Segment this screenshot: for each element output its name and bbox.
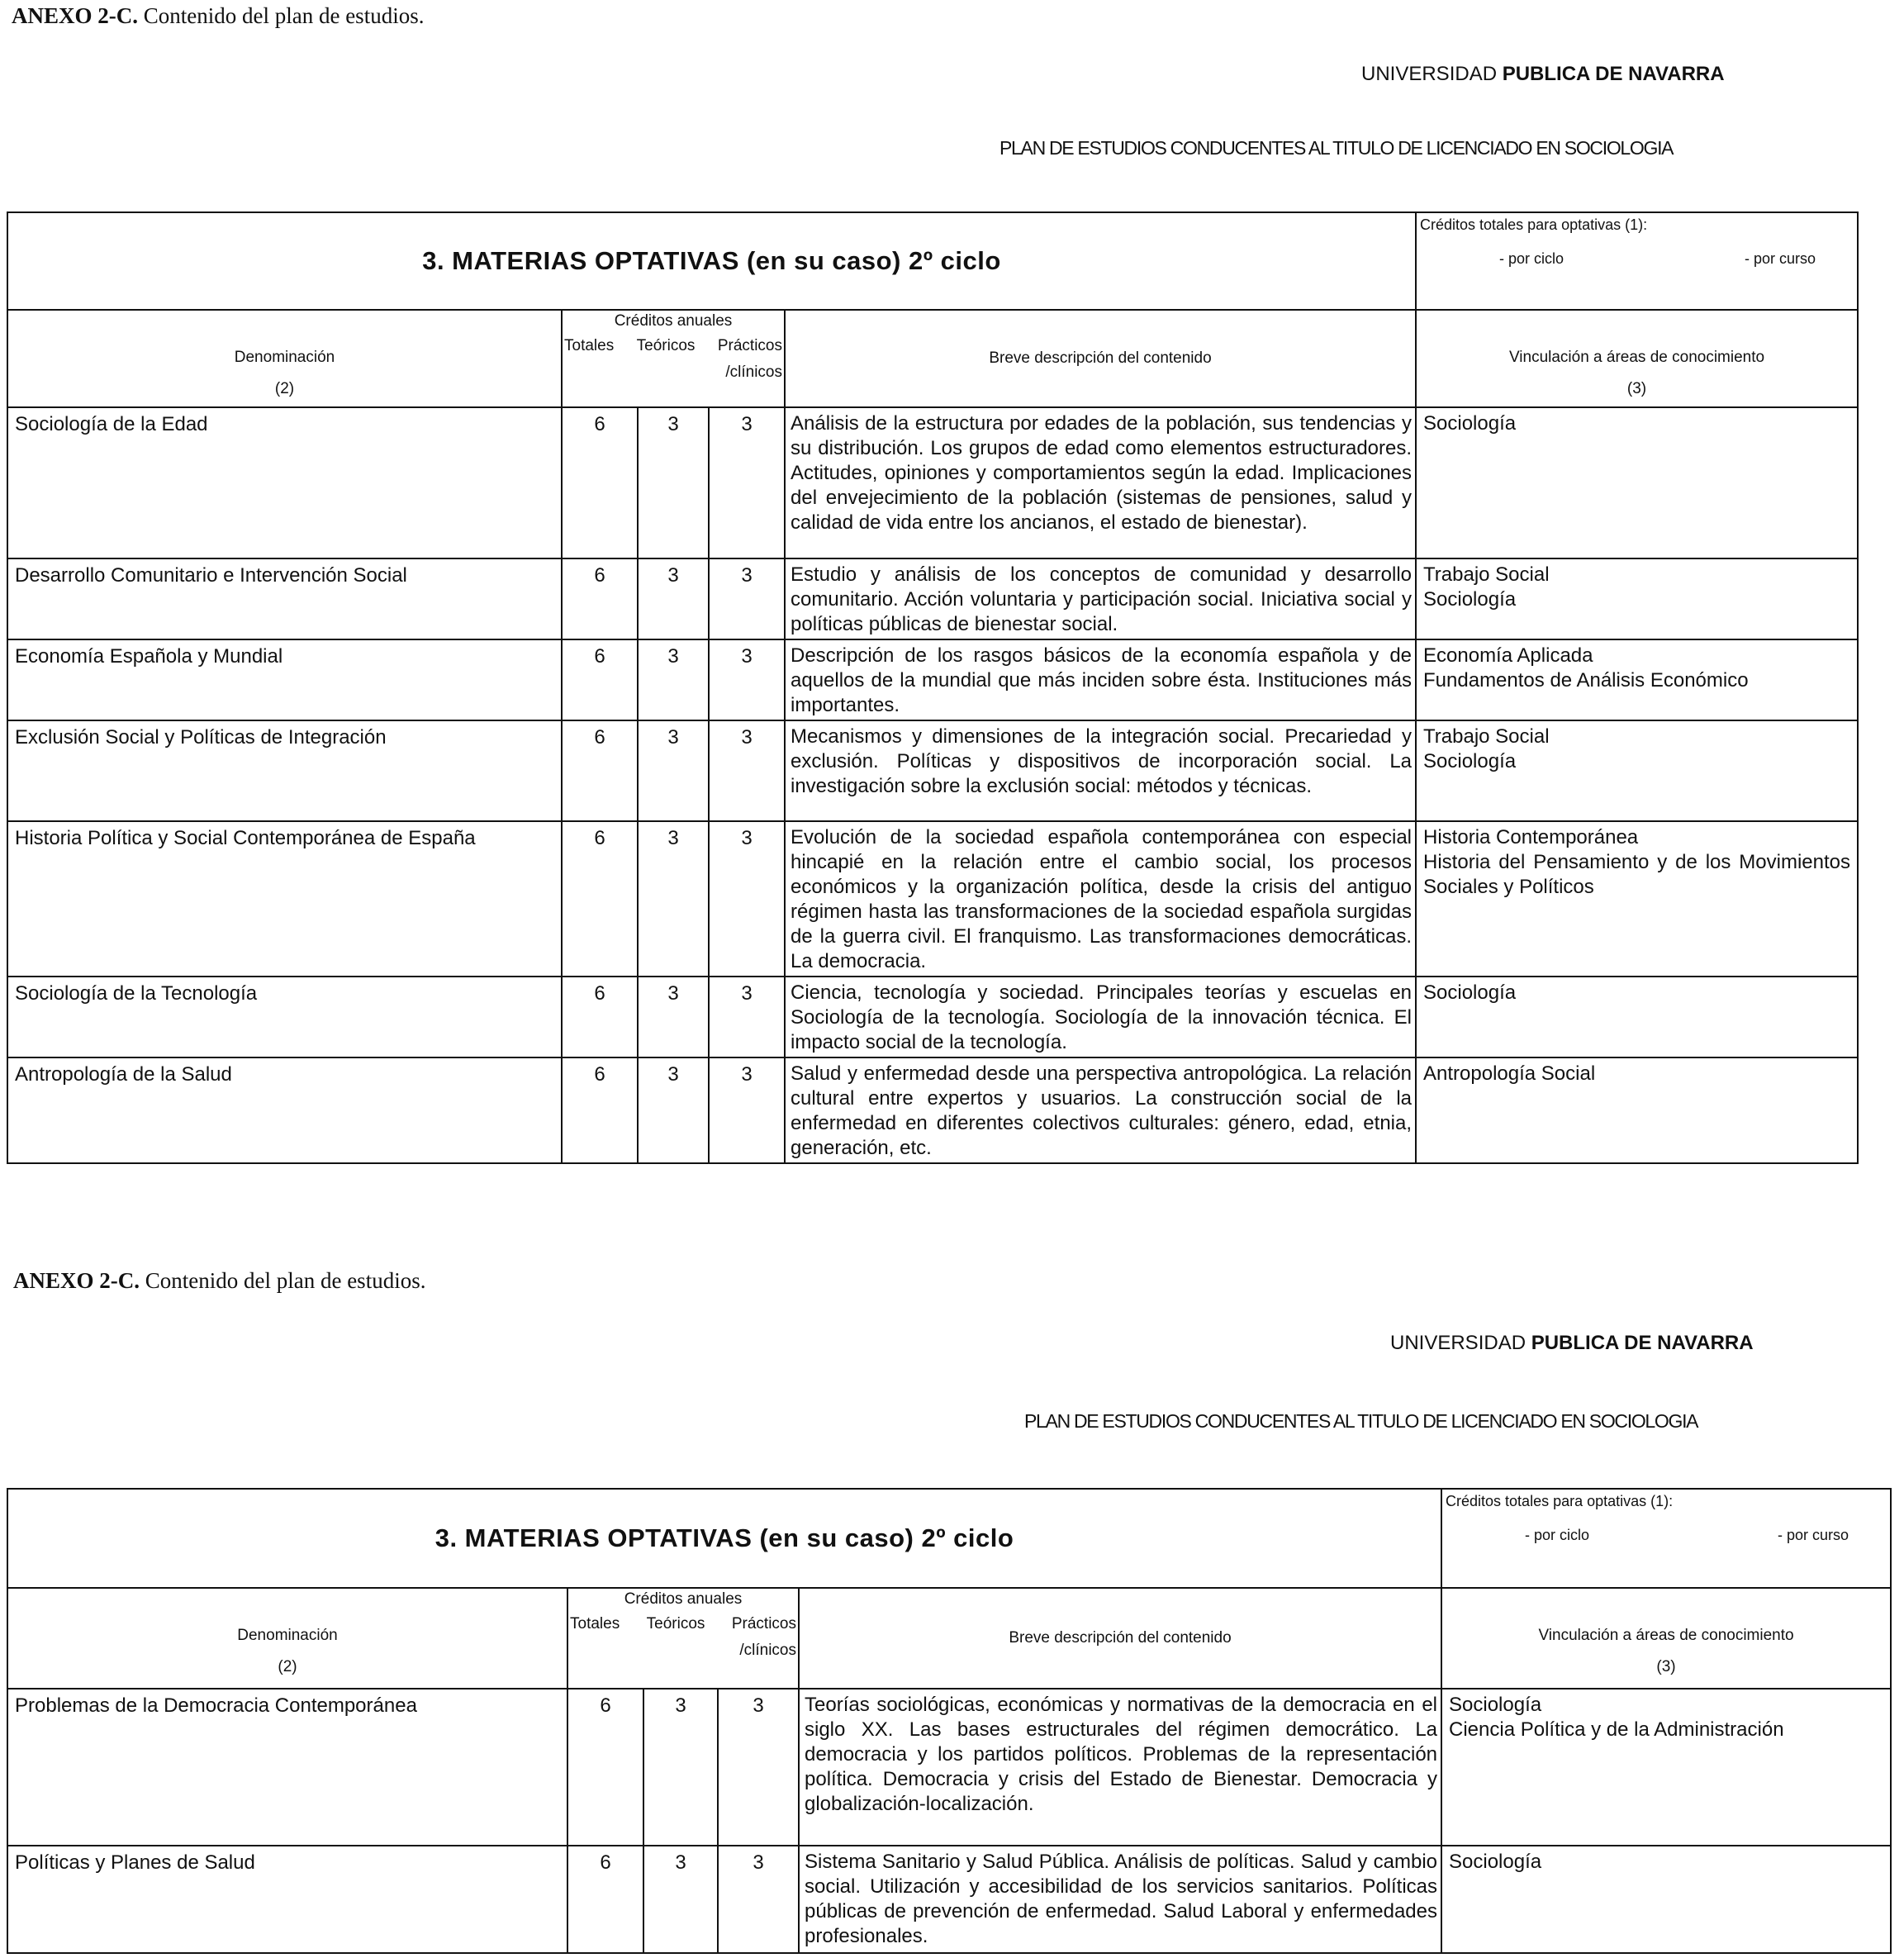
header-creditos-anuales: Créditos anuales Totales Teóricos Prácticos /clínicos (562, 310, 785, 407)
knowledge-area-item: Fundamentos de Análisis Económico (1423, 669, 1749, 691)
subject-description: Ciencia, tecnología y sociedad. Principales teorías y escuelas en Sociología de la tecnología. Sociología de la innovación técnica. El impacto social de la tecnología. (785, 977, 1416, 1057)
knowledge-area-item: Sociología (1423, 588, 1517, 611)
subject-description: Estudio y análisis de los conceptos de comunidad y desarrollo comunitario. Acción voluntaria y participación social. Iniciativa social y políticas públicas de bienestar social. (785, 558, 1416, 639)
table-row (7, 720, 1858, 821)
header-creditos-anuales: Créditos anuales Totales Teóricos Prácticos /clínicos (567, 1588, 799, 1689)
knowledge-area-item: Sociología (1449, 1694, 1542, 1716)
creditos-totales: 6 (562, 1057, 638, 1163)
creditos-practicos: 3 (718, 1689, 799, 1846)
subject-name: Sociología de la Edad (7, 407, 562, 558)
knowledge-area-item: Trabajo Social (1423, 563, 1550, 586)
knowledge-area-item: Sociología (1449, 1851, 1542, 1873)
table-title: 3. MATERIAS OPTATIVAS (en su caso) 2º ciclo (7, 212, 1416, 310)
university-name: UNIVERSIDAD PUBLICA DE NAVARRA (1361, 63, 1725, 85)
knowledge-areas (1416, 720, 1858, 821)
creditos-totales: 6 (562, 558, 638, 639)
knowledge-areas (1416, 977, 1858, 1057)
subject-name: Políticas y Planes de Salud (7, 1846, 567, 1953)
university-name: UNIVERSIDAD PUBLICA DE NAVARRA (1390, 1332, 1754, 1354)
plan-title: PLAN DE ESTUDIOS CONDUCENTES AL TITULO DE LICENCIADO EN SOCIOLOGIA (999, 137, 1674, 159)
creditos-practicos: 3 (718, 1846, 799, 1953)
knowledge-areas (1441, 1846, 1891, 1953)
creditos-teoricos: 3 (638, 558, 709, 639)
subject-name: Exclusión Social y Políticas de Integración (7, 720, 562, 821)
header-vinculacion: Vinculación a áreas de conocimiento (3) (1416, 310, 1858, 407)
table-row (7, 639, 1858, 720)
subject-description: Descripción de los rasgos básicos de la economía española y de aquellos de la mundial que más inciden sobre ésta. Instituciones más importantes. (785, 639, 1416, 720)
table-row (7, 1846, 1891, 1953)
section-2 (0, 1260, 1904, 1958)
plan-title: PLAN DE ESTUDIOS CONDUCENTES AL TITULO DE LICENCIADO EN SOCIOLOGIA (1024, 1410, 1698, 1432)
creditos-totales: 6 (567, 1846, 643, 1953)
subject-description: Sistema Sanitario y Salud Pública. Análisis de políticas. Salud y cambio social. Utilización y accesibilidad de los servicios sanitarios. Políticas públicas de prevención de enfermedad. Salud Laboral y enfermedades profesionales. (799, 1846, 1441, 1953)
subject-name: Desarrollo Comunitario e Intervención Social (7, 558, 562, 639)
header-vinculacion: Vinculación a áreas de conocimiento (3) (1441, 1588, 1891, 1689)
subject-name: Economía Española y Mundial (7, 639, 562, 720)
creditos-teoricos: 3 (638, 821, 709, 977)
creditos-teoricos: 3 (638, 1057, 709, 1163)
table-row (7, 558, 1858, 639)
anexo-heading: ANEXO 2-C. Contenido del plan de estudios. (13, 1268, 426, 1293)
table-title: 3. MATERIAS OPTATIVAS (en su caso) 2º ciclo (7, 1489, 1441, 1588)
creditos-practicos: 3 (709, 639, 785, 720)
knowledge-areas (1441, 1689, 1891, 1846)
materias-table (7, 1488, 1892, 1954)
table-row (7, 977, 1858, 1057)
knowledge-area-item: Sociología (1423, 981, 1517, 1004)
knowledge-area-item: Sociología (1423, 412, 1517, 435)
creditos-totales-cell: Créditos totales para optativas (1): - por ciclo - por curso (1416, 212, 1858, 310)
subject-description: Análisis de la estructura por edades de la población, sus tendencias y su distribución. Los grupos de edad como elementos estructuradores. Actitudes, opiniones y comportamientos según la edad. Implicaciones del envejecimiento de la población (sistemas de pensiones, salud y calidad de vida entre los ancianos, el estado de bienestar). (785, 407, 1416, 558)
creditos-teoricos: 3 (638, 407, 709, 558)
creditos-totales: 6 (562, 720, 638, 821)
anexo-heading: ANEXO 2-C. Contenido del plan de estudios. (12, 3, 425, 28)
creditos-totales: 6 (562, 639, 638, 720)
table-row (7, 1689, 1891, 1846)
subject-name: Problemas de la Democracia Contemporánea (7, 1689, 567, 1846)
knowledge-area-item: Economía Aplicada (1423, 644, 1593, 667)
creditos-practicos: 3 (709, 407, 785, 558)
creditos-teoricos: 3 (643, 1846, 718, 1953)
knowledge-areas (1416, 1057, 1858, 1163)
subject-name: Historia Política y Social Contemporánea de España (7, 821, 562, 977)
table-row (7, 821, 1858, 977)
subject-description: Mecanismos y dimensiones de la integración social. Precariedad y exclusión. Políticas y dispositivos de incorporación social. La investigación sobre la exclusión social: métodos y técnicas. (785, 720, 1416, 821)
header-descripcion: Breve descripción del contenido (799, 1588, 1441, 1689)
creditos-teoricos: 3 (638, 639, 709, 720)
table-row (7, 1057, 1858, 1163)
subject-name: Antropología de la Salud (7, 1057, 562, 1163)
knowledge-areas (1416, 407, 1858, 558)
subject-name: Sociología de la Tecnología (7, 977, 562, 1057)
creditos-practicos: 3 (709, 1057, 785, 1163)
creditos-teoricos: 3 (638, 977, 709, 1057)
creditos-practicos: 3 (709, 977, 785, 1057)
creditos-practicos: 3 (709, 558, 785, 639)
materias-table (7, 211, 1859, 1164)
creditos-totales: 6 (567, 1689, 643, 1846)
knowledge-area-item: Trabajo Social (1423, 725, 1550, 748)
knowledge-area-item: Sociología (1423, 750, 1517, 772)
creditos-totales: 6 (562, 977, 638, 1057)
creditos-totales: 6 (562, 821, 638, 977)
creditos-teoricos: 3 (638, 720, 709, 821)
table-row (7, 407, 1858, 558)
subject-description: Teorías sociológicas, económicas y normativas de la democracia en el siglo XX. Las bases estructurales del régimen democrático. La democracia y los partidos políticos. Problemas de la representación política. Democracia y crisis del Estado de Bienestar. Democracia y globalización-localización. (799, 1689, 1441, 1846)
creditos-practicos: 3 (709, 821, 785, 977)
header-descripcion: Breve descripción del contenido (785, 310, 1416, 407)
header-denominacion: Denominación (2) (7, 1588, 567, 1689)
knowledge-areas (1416, 558, 1858, 639)
knowledge-area-item: Antropología Social (1423, 1062, 1596, 1085)
header-denominacion: Denominación (2) (7, 310, 562, 407)
subject-description: Evolución de la sociedad española contemporánea con especial hincapié en la relación entre el cambio social, los procesos económicos y la organización política, desde la crisis del antiguo régimen hasta las transformaciones de la sociedad española surgidas de la guerra civil. El franquismo. Las transformaciones democráticas. La democracia. (785, 821, 1416, 977)
knowledge-areas (1416, 639, 1858, 720)
creditos-totales-cell: Créditos totales para optativas (1): - por ciclo - por curso (1441, 1489, 1891, 1588)
creditos-totales: 6 (562, 407, 638, 558)
subject-description: Salud y enfermedad desde una perspectiva antropológica. La relación cultural entre expertos y usuarios. La construcción social de la enfermedad en diferentes colectivos culturales: género, edad, etnia, generación, etc. (785, 1057, 1416, 1163)
creditos-practicos: 3 (709, 720, 785, 821)
knowledge-area-item: Historia Contemporánea (1423, 826, 1639, 848)
knowledge-area-item: Ciencia Política y de la Administración (1449, 1718, 1784, 1741)
knowledge-area-item: Historia del Pensamiento y de los Movimientos Sociales y Políticos (1423, 851, 1851, 898)
knowledge-areas (1416, 821, 1858, 977)
creditos-teoricos: 3 (643, 1689, 718, 1846)
